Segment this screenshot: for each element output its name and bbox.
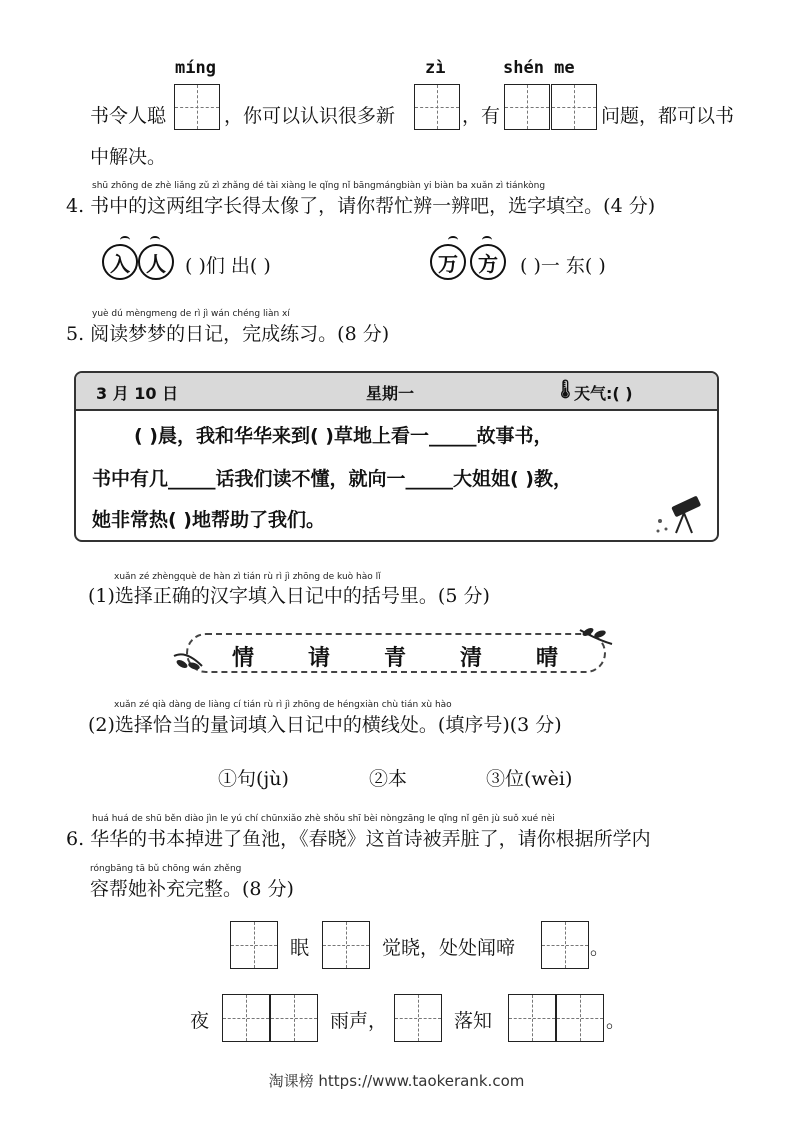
option-1: ①句(jù) — [218, 768, 289, 790]
diary-line-1: ( )晨，我和华华来到( )草地上看一_____故事书， — [134, 425, 553, 447]
thermometer-icon: 🌡 — [554, 379, 577, 400]
q5-pinyin: yuè dú mèngmeng de rì jì wán chéng liàn xí — [92, 309, 290, 319]
diary-line-2: 书中有几_____话我们读不懂，就向一_____大姐姐( )教， — [92, 468, 572, 490]
q4-fill-b: ( )一 东( ) — [520, 255, 606, 277]
writing-grid[interactable] — [508, 994, 556, 1042]
q5-sub1-pinyin: xuǎn zé zhèngquè de hàn zì tián rù rì jì zhōng de kuò hào lǐ — [114, 572, 381, 582]
q3-text-4: 问题，都可以书 — [601, 105, 735, 127]
apple-stem-icon — [150, 236, 160, 244]
writing-grid[interactable] — [504, 84, 550, 130]
poem-2-c: 落知 — [454, 1010, 493, 1032]
q6-pinyin-1: huá huá de shū běn diào jìn le yú chí chūnxiǎo zhè shǒu shī bèi nòngzāng le qǐng nǐ gēn jù suǒ xué nèi — [92, 814, 555, 824]
writing-grid[interactable] — [414, 84, 460, 130]
q4-fill-a: ( )们 出( ) — [185, 255, 271, 277]
writing-grid[interactable] — [394, 994, 442, 1042]
q4-pinyin: shū zhōng de zhè liǎng zǔ zì zhǎng dé tài xiàng le qǐng nǐ bāngmángbiàn yi biàn ba xuǎn zì tiánkòng — [92, 181, 546, 191]
footer-watermark: 淘课榜 https://www.taokerank.com — [268, 1072, 525, 1090]
q5-sub2-pinyin: xuǎn zé qià dàng de liàng cí tián rù rì jì zhōng de héngxiàn chù tián xù hào — [114, 700, 452, 710]
apple-stem-icon — [482, 236, 492, 244]
writing-grid[interactable] — [174, 84, 220, 130]
writing-grid[interactable] — [230, 921, 278, 969]
apple-stem-icon — [448, 236, 458, 244]
char-banner — [186, 633, 606, 673]
diary-card — [74, 371, 719, 542]
poem-1-a: 眠 — [290, 937, 310, 959]
q5-sub2: (2)选择恰当的量词填入日记中的横线处。(填序号)(3 分) — [88, 714, 562, 736]
pinyin-zi: zì — [425, 58, 446, 78]
pinyin-shenme: shén me — [503, 58, 575, 78]
writing-grid[interactable] — [551, 84, 597, 130]
poem-2-b: 雨声， — [330, 1010, 388, 1032]
writing-grid[interactable] — [222, 994, 270, 1042]
q4-stem: 4. 书中的这两组字长得太像了，请你帮忙辨一辨吧，选字填空。(4 分) — [66, 195, 656, 217]
pinyin-ming: míng — [175, 58, 216, 78]
poem-1-b: 觉晓，处处闻啼 — [382, 937, 516, 959]
apple-icon: 入 — [102, 244, 138, 280]
q6-line-2: 容帮她补充完整。(8 分) — [90, 878, 294, 900]
q6-line-1: 6. 华华的书本掉进了鱼池，《春晓》这首诗被弄脏了，请你根据所学内 — [66, 828, 651, 850]
writing-grid[interactable] — [270, 994, 318, 1042]
banner-char: 请 — [308, 646, 331, 671]
apple-icon: 人 — [138, 244, 174, 280]
writing-grid[interactable] — [556, 994, 604, 1042]
poem-1-end: 。 — [590, 937, 610, 959]
option-2: ②本 — [369, 768, 408, 790]
q5-stem: 5. 阅读梦梦的日记，完成练习。(8 分) — [66, 323, 390, 345]
q3-text-1: 书令人聪 — [90, 105, 167, 127]
diary-date: 3 月 10 日 — [96, 384, 179, 403]
poem-2-end: 。 — [606, 1010, 626, 1032]
q6-pinyin-2: róngbāng tā bǔ chōng wán zhěng — [90, 864, 242, 874]
diary-weekday: 星期一 — [366, 384, 415, 403]
banner-char: 情 — [232, 646, 255, 671]
poem-2-a: 夜 — [190, 1010, 210, 1032]
banner-char: 清 — [460, 646, 483, 671]
telescope-icon — [654, 491, 712, 537]
apple-stem-icon — [120, 236, 130, 244]
q3-text-2: ，你可以认识很多新 — [224, 105, 396, 127]
writing-grid[interactable] — [541, 921, 589, 969]
option-3: ③位(wèi) — [486, 768, 573, 790]
diary-weather: 天气:( ) — [574, 384, 633, 403]
q3-text-3: ，有 — [462, 105, 501, 127]
writing-grid[interactable] — [322, 921, 370, 969]
q3-text-5: 中解决。 — [90, 146, 167, 168]
leaf-icon — [172, 640, 214, 674]
apple-icon: 万 — [430, 244, 466, 280]
banner-char: 青 — [384, 646, 407, 671]
q5-sub1: (1)选择正确的汉字填入日记中的括号里。(5 分) — [88, 585, 490, 607]
banner-char: 晴 — [536, 646, 559, 671]
leaf-icon — [570, 626, 614, 660]
apple-icon: 方 — [470, 244, 506, 280]
diary-header — [76, 373, 717, 411]
diary-line-3: 她非常热( )地帮助了我们。 — [92, 509, 325, 531]
